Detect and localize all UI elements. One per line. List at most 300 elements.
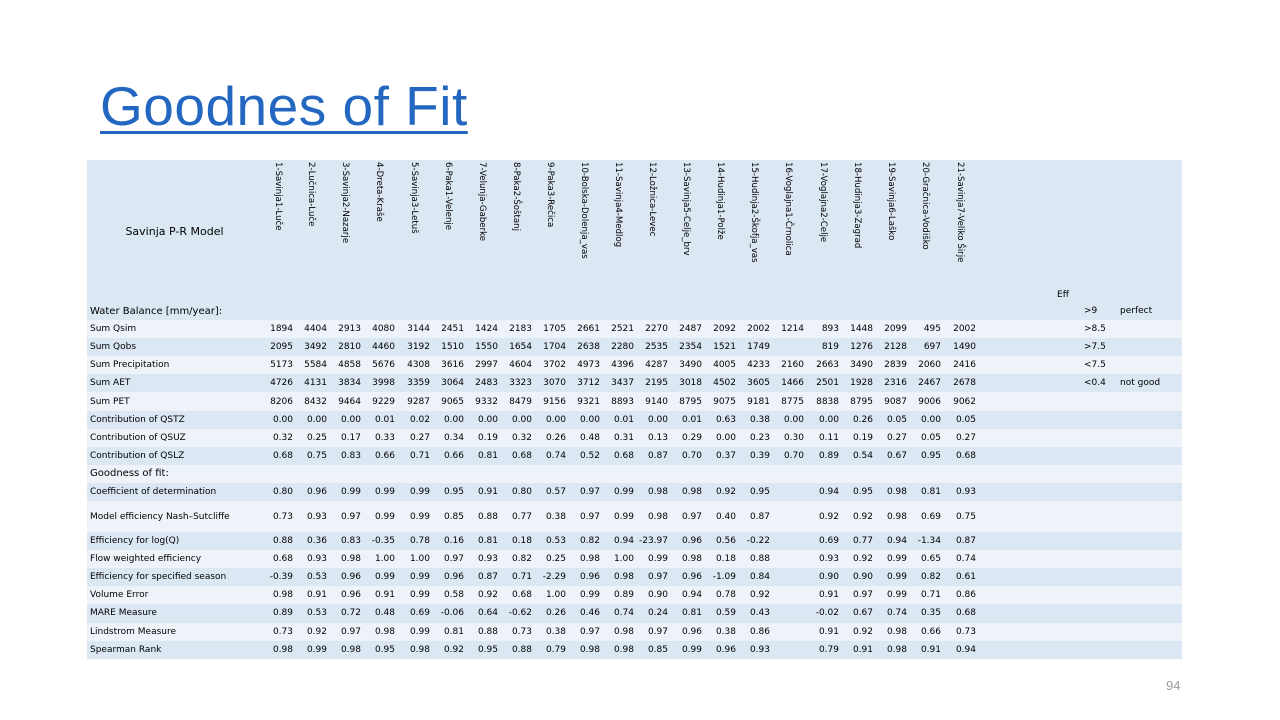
value-cell: 2501	[805, 374, 840, 392]
value-cell: 4858	[328, 356, 362, 374]
value-cell: 0.92	[465, 586, 499, 604]
value-cell	[567, 302, 601, 320]
value-cell: 0.92	[431, 641, 465, 659]
value-cell: 0.90	[840, 568, 874, 586]
value-cell: 0.71	[908, 586, 942, 604]
station-name: 7-Velunja-Gaberke	[477, 162, 487, 242]
value-cell: 0.05	[908, 429, 942, 447]
value-cell: 1705	[533, 320, 567, 338]
value-cell: 0.00	[908, 411, 942, 429]
value-cell: 0.11	[805, 429, 840, 447]
value-cell: 0.30	[771, 429, 805, 447]
value-cell: 2661	[567, 320, 601, 338]
value-cell: 0.93	[737, 641, 771, 659]
table-row	[87, 501, 1182, 532]
value-cell: 0.68	[262, 550, 294, 568]
value-cell: 9075	[703, 392, 737, 410]
value-cell: 0.83	[328, 447, 362, 465]
table-row	[87, 568, 1182, 586]
value-cell: 3490	[840, 356, 874, 374]
value-cell: 9321	[567, 392, 601, 410]
value-cell: 0.73	[499, 623, 533, 641]
value-cell: 3064	[431, 374, 465, 392]
value-cell: 0.32	[262, 429, 294, 447]
eff-note	[1118, 483, 1182, 501]
spacer-cell	[1010, 320, 1044, 338]
value-cell: 0.68	[262, 447, 294, 465]
station-name: 14-Hudinja1-Polže	[715, 162, 725, 240]
value-cell: 3712	[567, 374, 601, 392]
value-cell: 0.18	[499, 532, 533, 550]
value-cell: 1510	[431, 338, 465, 356]
station-name: 5-Savinja3-Letuš	[408, 162, 419, 234]
row-label: Volume Error	[87, 586, 262, 604]
value-cell: 0.25	[533, 550, 567, 568]
value-cell: 2521	[601, 320, 635, 338]
value-cell: 2451	[431, 320, 465, 338]
value-cell: 2002	[942, 320, 977, 338]
row-label: Coefficient of determination	[87, 483, 262, 501]
value-cell: 0.81	[908, 483, 942, 501]
spacer-cell	[1010, 302, 1044, 320]
station-name: 17-Voglajna2-Celje	[817, 162, 828, 243]
station-name: 6-Paka1-Velenje	[443, 162, 453, 231]
value-cell: 4726	[262, 374, 294, 392]
value-cell: 0.81	[465, 532, 499, 550]
spacer-cell	[1010, 501, 1044, 532]
spacer-cell	[1010, 532, 1044, 550]
value-cell: 0.88	[465, 623, 499, 641]
value-cell	[942, 465, 977, 483]
value-cell	[601, 302, 635, 320]
eff-note: not good	[1118, 374, 1182, 392]
value-cell: 3616	[431, 356, 465, 374]
value-cell: 4287	[635, 356, 669, 374]
value-cell: 0.01	[601, 411, 635, 429]
value-cell: 0.66	[431, 447, 465, 465]
value-cell: 0.89	[262, 604, 294, 622]
spacer-cell	[1044, 483, 1082, 501]
value-cell: 0.67	[840, 604, 874, 622]
value-cell: 495	[908, 320, 942, 338]
value-cell: 4080	[362, 320, 396, 338]
value-cell: 0.99	[396, 586, 431, 604]
spacer-cell	[1044, 392, 1082, 410]
value-cell: 1466	[771, 374, 805, 392]
eff-note	[1118, 447, 1182, 465]
value-cell: 1894	[262, 320, 294, 338]
value-cell: 4131	[294, 374, 328, 392]
value-cell: 0.00	[703, 429, 737, 447]
value-cell: 0.29	[669, 429, 703, 447]
spacer-cell	[1044, 604, 1082, 622]
value-cell: 0.24	[635, 604, 669, 622]
spacer-cell	[1010, 568, 1044, 586]
eff-scale: <0.4	[1082, 374, 1118, 392]
value-cell: 0.97	[840, 586, 874, 604]
table-header-row	[87, 160, 1182, 302]
table-row	[87, 447, 1182, 465]
value-cell: 0.98	[874, 483, 908, 501]
value-cell	[294, 302, 328, 320]
value-cell: 9229	[362, 392, 396, 410]
station-header	[499, 160, 533, 302]
eff-note: perfect	[1118, 302, 1182, 320]
spacer-cell	[977, 501, 1010, 532]
spacer-cell	[1010, 374, 1044, 392]
eff-note	[1118, 641, 1182, 659]
spacer-cell	[977, 483, 1010, 501]
value-cell: 0.82	[567, 532, 601, 550]
row-label: Lindstrom Measure	[87, 623, 262, 641]
value-cell: 3018	[669, 374, 703, 392]
value-cell: 9065	[431, 392, 465, 410]
value-cell: 0.98	[669, 550, 703, 568]
value-cell: 0.43	[737, 604, 771, 622]
row-label: Sum AET	[87, 374, 262, 392]
value-cell: 0.59	[703, 604, 737, 622]
spacer-cell	[1082, 160, 1118, 302]
station-header	[635, 160, 669, 302]
table-row	[87, 623, 1182, 641]
station-header	[703, 160, 737, 302]
value-cell: 0.38	[737, 411, 771, 429]
value-cell: 3070	[533, 374, 567, 392]
value-cell: 0.98	[262, 586, 294, 604]
value-cell: 3144	[396, 320, 431, 338]
value-cell: 0.99	[396, 501, 431, 532]
value-cell: 0.68	[942, 604, 977, 622]
station-header	[294, 160, 328, 302]
value-cell	[431, 302, 465, 320]
value-cell: 0.68	[499, 447, 533, 465]
value-cell: 8206	[262, 392, 294, 410]
value-cell	[908, 302, 942, 320]
value-cell: 0.00	[294, 411, 328, 429]
page-number: 94	[1166, 678, 1181, 693]
spacer-cell	[1010, 483, 1044, 501]
value-cell: 8775	[771, 392, 805, 410]
value-cell: 0.97	[328, 501, 362, 532]
value-cell: 0.73	[262, 623, 294, 641]
value-cell: 0.00	[431, 411, 465, 429]
value-cell: -0.06	[431, 604, 465, 622]
value-cell: 0.00	[465, 411, 499, 429]
row-label: Contribution of QSLZ	[87, 447, 262, 465]
spacer-cell	[977, 604, 1010, 622]
value-cell: 0.01	[669, 411, 703, 429]
value-cell: 0.95	[908, 447, 942, 465]
value-cell: 0.92	[737, 586, 771, 604]
eff-scale: <7.5	[1082, 356, 1118, 374]
value-cell: 0.53	[294, 568, 328, 586]
value-cell: 4460	[362, 338, 396, 356]
value-cell: 0.91	[465, 483, 499, 501]
value-cell: 2316	[874, 374, 908, 392]
value-cell: 0.89	[601, 586, 635, 604]
goodness-of-fit-table	[87, 160, 1182, 659]
spacer-cell	[1044, 465, 1082, 483]
value-cell: 4973	[567, 356, 601, 374]
value-cell: 0.88	[499, 641, 533, 659]
value-cell: 0.92	[703, 483, 737, 501]
value-cell: 0.05	[874, 411, 908, 429]
station-header	[465, 160, 499, 302]
value-cell: 0.91	[805, 623, 840, 641]
value-cell: 0.96	[328, 586, 362, 604]
value-cell: 0.93	[465, 550, 499, 568]
station-name: 10-Bolska-Dolenja_vas	[579, 162, 589, 259]
value-cell: 0.00	[262, 411, 294, 429]
value-cell: 0.92	[840, 501, 874, 532]
eff-note	[1118, 568, 1182, 586]
corner-label: Savinja P-R Model	[87, 160, 262, 302]
value-cell: 0.27	[942, 429, 977, 447]
eff-scale: >8.5	[1082, 320, 1118, 338]
value-cell: 0.65	[908, 550, 942, 568]
value-cell: 2678	[942, 374, 977, 392]
value-cell: 0.99	[362, 501, 396, 532]
eff-note	[1118, 338, 1182, 356]
eff-note	[1118, 320, 1182, 338]
value-cell: 0.99	[396, 568, 431, 586]
value-cell: 9287	[396, 392, 431, 410]
value-cell: 0.48	[362, 604, 396, 622]
spacer-cell	[1010, 429, 1044, 447]
value-cell: 2997	[465, 356, 499, 374]
value-cell: 0.98	[328, 641, 362, 659]
value-cell: 0.91	[294, 586, 328, 604]
value-cell: 2810	[328, 338, 362, 356]
value-cell: 0.99	[567, 586, 601, 604]
value-cell: 0.23	[737, 429, 771, 447]
value-cell: 2099	[874, 320, 908, 338]
value-cell: 2060	[908, 356, 942, 374]
value-cell: 9087	[874, 392, 908, 410]
eff-note	[1118, 429, 1182, 447]
spacer-cell	[1044, 374, 1082, 392]
value-cell: 0.97	[567, 483, 601, 501]
spacer-cell	[977, 374, 1010, 392]
value-cell: 2183	[499, 320, 533, 338]
spacer-cell	[977, 568, 1010, 586]
station-header	[669, 160, 703, 302]
value-cell: 0.91	[908, 641, 942, 659]
eff-scale	[1082, 623, 1118, 641]
value-cell: 0.99	[669, 641, 703, 659]
spacer-cell	[1010, 641, 1044, 659]
value-cell: 0.73	[942, 623, 977, 641]
station-name: 19-Savinja6-Laško	[886, 162, 896, 241]
value-cell	[805, 302, 840, 320]
value-cell: 0.35	[908, 604, 942, 622]
value-cell	[328, 302, 362, 320]
spacer-cell	[1044, 429, 1082, 447]
value-cell: 2270	[635, 320, 669, 338]
value-cell: 0.96	[669, 623, 703, 641]
value-cell: 0.98	[874, 623, 908, 641]
eff-scale	[1082, 465, 1118, 483]
value-cell: 2416	[942, 356, 977, 374]
row-label: MARE Measure	[87, 604, 262, 622]
value-cell	[567, 465, 601, 483]
value-cell: 3490	[669, 356, 703, 374]
value-cell: 0.68	[499, 586, 533, 604]
value-cell: 0.00	[635, 411, 669, 429]
eff-scale	[1082, 604, 1118, 622]
value-cell	[396, 465, 431, 483]
eff-note	[1118, 411, 1182, 429]
value-cell: 2535	[635, 338, 669, 356]
spacer-cell	[977, 586, 1010, 604]
station-header	[874, 160, 908, 302]
eff-note	[1118, 623, 1182, 641]
value-cell: 0.95	[840, 483, 874, 501]
table-row	[87, 429, 1182, 447]
spacer-cell	[1010, 447, 1044, 465]
value-cell: 0.99	[874, 568, 908, 586]
table-row	[87, 641, 1182, 659]
value-cell: 9332	[465, 392, 499, 410]
value-cell	[771, 483, 805, 501]
value-cell: 0.96	[431, 568, 465, 586]
value-cell: 1.00	[396, 550, 431, 568]
value-cell: 0.71	[499, 568, 533, 586]
station-name: 3-Savinja2-Nazarje	[340, 162, 350, 244]
value-cell: 0.98	[396, 641, 431, 659]
eff-scale	[1082, 392, 1118, 410]
value-cell: -0.35	[362, 532, 396, 550]
spacer-cell	[1044, 302, 1082, 320]
value-cell: 4502	[703, 374, 737, 392]
value-cell: 0.98	[874, 641, 908, 659]
value-cell: 2483	[465, 374, 499, 392]
value-cell: 0.99	[601, 501, 635, 532]
spacer-cell	[1010, 160, 1044, 302]
eff-scale	[1082, 586, 1118, 604]
value-cell: 0.78	[396, 532, 431, 550]
value-cell: 1448	[840, 320, 874, 338]
value-cell: 0.98	[601, 568, 635, 586]
value-cell: 3834	[328, 374, 362, 392]
value-cell: 0.18	[703, 550, 737, 568]
value-cell: 0.69	[908, 501, 942, 532]
station-name: 4-Dreta-Kraše	[374, 162, 384, 222]
row-label: Contribution of QSUZ	[87, 429, 262, 447]
value-cell: 0.83	[328, 532, 362, 550]
spacer-cell	[1044, 338, 1082, 356]
value-cell: 0.80	[499, 483, 533, 501]
value-cell: 0.99	[396, 483, 431, 501]
value-cell	[771, 604, 805, 622]
station-name: 1-Savinja1-Luče	[273, 162, 283, 231]
station-header	[396, 160, 431, 302]
value-cell: 3702	[533, 356, 567, 374]
spacer-cell	[1010, 550, 1044, 568]
spacer-cell	[1010, 465, 1044, 483]
value-cell: 0.68	[942, 447, 977, 465]
value-cell: 2638	[567, 338, 601, 356]
value-cell: 0.58	[431, 586, 465, 604]
value-cell	[362, 465, 396, 483]
value-cell: 0.36	[294, 532, 328, 550]
value-cell: 0.99	[874, 586, 908, 604]
value-cell: 0.90	[805, 568, 840, 586]
table-row	[87, 550, 1182, 568]
value-cell: 0.87	[635, 447, 669, 465]
value-cell: 2160	[771, 356, 805, 374]
eff-scale	[1082, 483, 1118, 501]
value-cell	[669, 465, 703, 483]
value-cell: 0.26	[840, 411, 874, 429]
spacer-cell	[1010, 604, 1044, 622]
value-cell: 1550	[465, 338, 499, 356]
value-cell: 0.82	[499, 550, 533, 568]
row-label: Sum Qobs	[87, 338, 262, 356]
spacer-cell	[1044, 550, 1082, 568]
value-cell: 0.92	[840, 623, 874, 641]
value-cell: 1490	[942, 338, 977, 356]
value-cell: 0.78	[703, 586, 737, 604]
value-cell	[805, 465, 840, 483]
value-cell: 1.00	[533, 586, 567, 604]
value-cell: 9062	[942, 392, 977, 410]
spacer-cell	[977, 160, 1010, 302]
value-cell: 0.77	[840, 532, 874, 550]
value-cell	[771, 568, 805, 586]
station-header	[771, 160, 805, 302]
value-cell: 1704	[533, 338, 567, 356]
value-cell: 9464	[328, 392, 362, 410]
value-cell: 0.39	[737, 447, 771, 465]
station-name: 21-Savinja7-Veliko Širje	[954, 162, 965, 263]
value-cell: 3605	[737, 374, 771, 392]
value-cell: 8795	[669, 392, 703, 410]
value-cell: 0.63	[703, 411, 737, 429]
value-cell: 5676	[362, 356, 396, 374]
value-cell: 0.66	[908, 623, 942, 641]
eff-scale: >9	[1082, 302, 1118, 320]
value-cell	[908, 465, 942, 483]
value-cell: 0.99	[328, 483, 362, 501]
station-name: 8-Paka2-Šoštanj	[511, 162, 521, 231]
station-header	[737, 160, 771, 302]
value-cell: 0.61	[942, 568, 977, 586]
value-cell: 4404	[294, 320, 328, 338]
station-header	[431, 160, 465, 302]
value-cell: 0.70	[771, 447, 805, 465]
value-cell: -0.02	[805, 604, 840, 622]
eff-scale	[1082, 568, 1118, 586]
value-cell: 4308	[396, 356, 431, 374]
eff-scale: >7.5	[1082, 338, 1118, 356]
value-cell: 0.97	[567, 501, 601, 532]
value-cell: 0.99	[635, 550, 669, 568]
spacer-cell	[1044, 568, 1082, 586]
value-cell	[840, 302, 874, 320]
value-cell: 0.31	[601, 429, 635, 447]
value-cell	[771, 501, 805, 532]
row-label: Efficiency for log(Q)	[87, 532, 262, 550]
value-cell: 0.95	[431, 483, 465, 501]
row-label: Goodness of fit:	[87, 465, 262, 483]
value-cell: 2487	[669, 320, 703, 338]
table-row	[87, 411, 1182, 429]
eff-note	[1118, 586, 1182, 604]
value-cell: 0.69	[396, 604, 431, 622]
value-cell: 2839	[874, 356, 908, 374]
value-cell: 0.93	[942, 483, 977, 501]
